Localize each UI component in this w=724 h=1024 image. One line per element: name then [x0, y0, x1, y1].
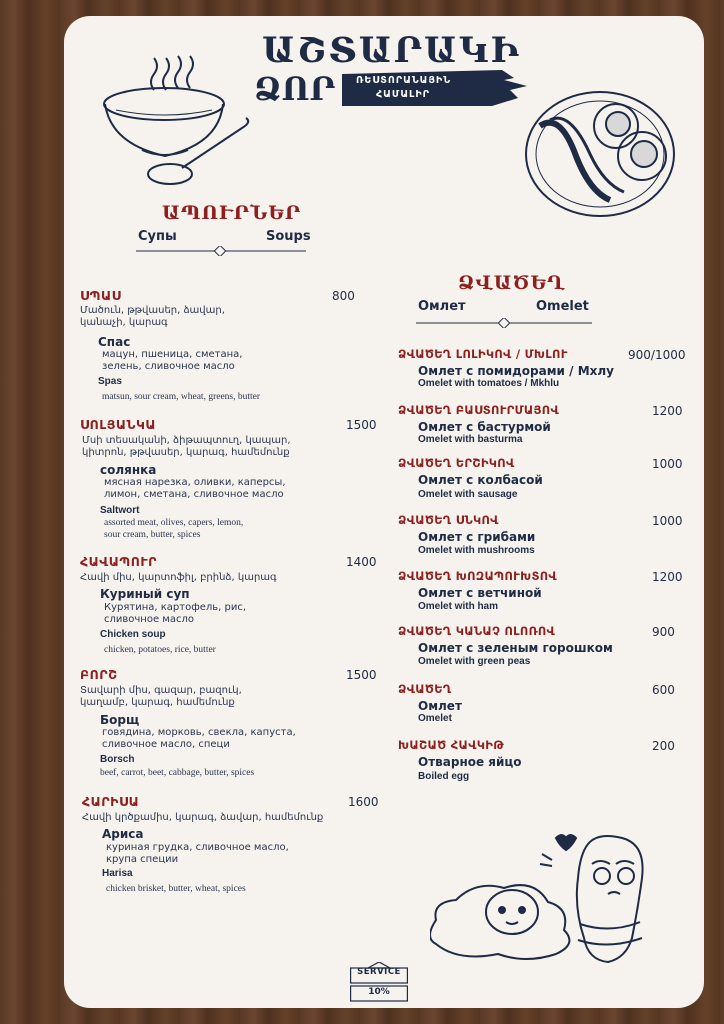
soup-name-hy: ՍՈԼՅԱՆԿԱ: [80, 417, 157, 432]
omelet-name-en: Omelet with tomatoes / Mkhlu: [418, 378, 560, 389]
soup-bowl-illustration: [102, 44, 258, 194]
soup-price: 1400: [346, 555, 377, 569]
soup-name-en: Harisa: [102, 868, 133, 879]
soup-price: 1500: [346, 418, 377, 432]
omelet-title-ru: Омлет: [418, 299, 466, 314]
omelet-name-ru: Омлет с грибами: [418, 530, 536, 544]
egg-bacon-cartoon-illustration: [430, 824, 680, 974]
soup-desc-hy: Հավի կրծքամիս, կարագ, ձավար, համեմունք: [82, 812, 324, 823]
omelet-name-hy: ՁՎԱԾԵՂ ԼՈԼԻԿՈՎ / ՄԽԼՈՒ: [398, 347, 568, 361]
omelet-name-hy: ԽԱՇԱԾ ՀԱՎԿԻԹ: [398, 738, 504, 752]
restaurant-subtitle-line1: ՌԵՍՏՈՐԱՆԱՅԻՆ: [356, 75, 452, 86]
restaurant-title-line2: ՁՈՐ: [254, 70, 336, 108]
omelet-name-hy: ՁՎԱԾԵՂ ԽՈԶԱՊՈՒԽՏՈՎ: [398, 569, 557, 583]
restaurant-subtitle-line2: ՀԱՄԱԼԻՐ: [376, 89, 430, 100]
omelet-name-hy: ՁՎԱԾԵՂ ԿԱՆԱՉ ՈԼՈՌՈՎ: [398, 624, 556, 638]
soup-name-ru: Борщ: [100, 713, 140, 727]
menu-page: [64, 16, 704, 1008]
omelet-name-en: Omelet with basturma: [418, 434, 523, 445]
soup-name-hy: ՍՊԱՍ: [80, 288, 122, 303]
omelet-price: 900: [652, 625, 675, 639]
service-label: SERVICE: [357, 967, 401, 977]
soups-divider: [136, 246, 306, 256]
soup-name-ru: Спас: [98, 335, 131, 349]
soups-section-title: ԱՊՈՒՐՆԵՐ: [162, 202, 302, 224]
omelet-price: 1000: [652, 514, 683, 528]
omelet-name-ru: Отварное яйцо: [418, 755, 522, 769]
restaurant-title-line1: ԱՇՏԱՐԱԿԻ: [262, 30, 521, 71]
soup-desc-ru: мацун, пшеница, сметана, зелень, сливочное масло: [102, 349, 243, 372]
omelet-name-hy: ՁՎԱԾԵՂ ԲԱՍՏՈՒՐՄԱՅՈՎ: [398, 403, 560, 417]
soup-desc-ru: мясная нарезка, оливки, каперсы, лимон, сметана, сливочное масло: [104, 477, 286, 500]
soup-name-en: Spas: [98, 376, 122, 387]
soup-name-ru: солянка: [100, 463, 157, 477]
omelet-divider: [416, 318, 592, 328]
omelet-name-ru: Омлет с зеленым горошком: [418, 641, 613, 655]
omelet-price: 900/1000: [628, 348, 686, 362]
omelet-name-ru: Омлет с бастурмой: [418, 420, 551, 434]
service-percentage: 10%: [368, 987, 390, 997]
soup-name-en: Chicken soup: [100, 629, 166, 640]
omelet-price: 600: [652, 683, 675, 697]
omelet-price: 1000: [652, 457, 683, 471]
omelet-name-en: Omelet with green peas: [418, 656, 531, 667]
soup-desc-en: matsun, sour cream, wheat, greens, butter: [102, 392, 261, 402]
soup-name-hy: ՀԱՐԻՍԱ: [82, 794, 140, 809]
omelet-name-hy: ՁՎԱԾԵՂ: [398, 682, 452, 696]
soups-title-en: Soups: [266, 229, 311, 244]
soup-desc-ru: куриная грудка, сливочное масло, крупа специи: [106, 842, 289, 865]
soup-desc-hy: Հավի միս, կարտոֆիլ, բրինձ, կարագ: [80, 572, 277, 583]
omelet-name-hy: ՁՎԱԾԵՂ ԵՐՇԻԿՈՎ: [398, 456, 515, 470]
omelet-name-ru: Омлет с помидорами / Мхлу: [418, 364, 614, 378]
omelet-name-en: Omelet: [418, 713, 452, 724]
soup-desc-ru: Курятина, картофель, рис, сливочное масло: [104, 602, 247, 625]
omelet-name-ru: Омлет с ветчиной: [418, 586, 542, 600]
soup-price: 1600: [348, 795, 379, 809]
omelet-name-en: Omelet with mushrooms: [418, 545, 535, 556]
omelet-name-hy: ՁՎԱԾԵՂ ՍՆԿՈՎ: [398, 513, 499, 527]
omelet-price: 1200: [652, 570, 683, 584]
soup-desc-hy: Տավարի միս, գազար, բազուկ, կաղամբ, կարագ, համեմունք: [80, 685, 242, 708]
soups-title-ru: Супы: [138, 229, 177, 244]
eggs-bacon-plate-illustration: [524, 86, 682, 220]
omelet-name-en: Boiled egg: [418, 771, 470, 782]
soup-price: 1500: [346, 668, 377, 682]
soup-desc-en: chicken, potatoes, rice, butter: [104, 645, 216, 655]
soup-desc-en: chicken brisket, butter, wheat, spices: [106, 884, 246, 894]
omelet-price: 1200: [652, 404, 683, 418]
soup-desc-en: assorted meat, olives, capers, lemon, sour cream, butter, spices: [104, 518, 244, 540]
soup-name-hy: ԲՈՐՇ: [80, 667, 118, 682]
soup-name-ru: Ариса: [102, 827, 144, 841]
omelet-section-title: ՁՎԱԾԵՂ: [458, 272, 566, 294]
soup-desc-en: beef, carrot, beet, cabbage, butter, spices: [100, 768, 255, 778]
soup-desc-ru: говядина, морковь, свекла, капуста, сливочное масло, специ: [102, 727, 296, 750]
soup-desc-hy: Մսի տեսականի, ձիթապտուղ, կապար, կիտրոն, թթվասեր, կարագ, համեմունք: [82, 435, 291, 458]
omelet-name-en: Omelet with sausage: [418, 489, 518, 500]
omelet-price: 200: [652, 739, 675, 753]
soup-name-ru: Куриный суп: [100, 587, 190, 601]
soup-name-hy: ՀԱՎԱՊՈՒՐ: [80, 554, 157, 569]
soup-name-en: Borsch: [100, 754, 135, 765]
omelet-name-ru: Омлет: [418, 699, 462, 713]
omelet-name-ru: Омлет с колбасой: [418, 473, 543, 487]
soup-price: 800: [332, 289, 355, 303]
soup-name-en: Saltwort: [100, 505, 140, 516]
soup-desc-hy: Մածուն, թթվասեր, ձավար, կանաչի, կարագ: [80, 305, 225, 328]
omelet-name-en: Omelet with ham: [418, 601, 499, 612]
omelet-title-en: Omelet: [536, 299, 589, 314]
